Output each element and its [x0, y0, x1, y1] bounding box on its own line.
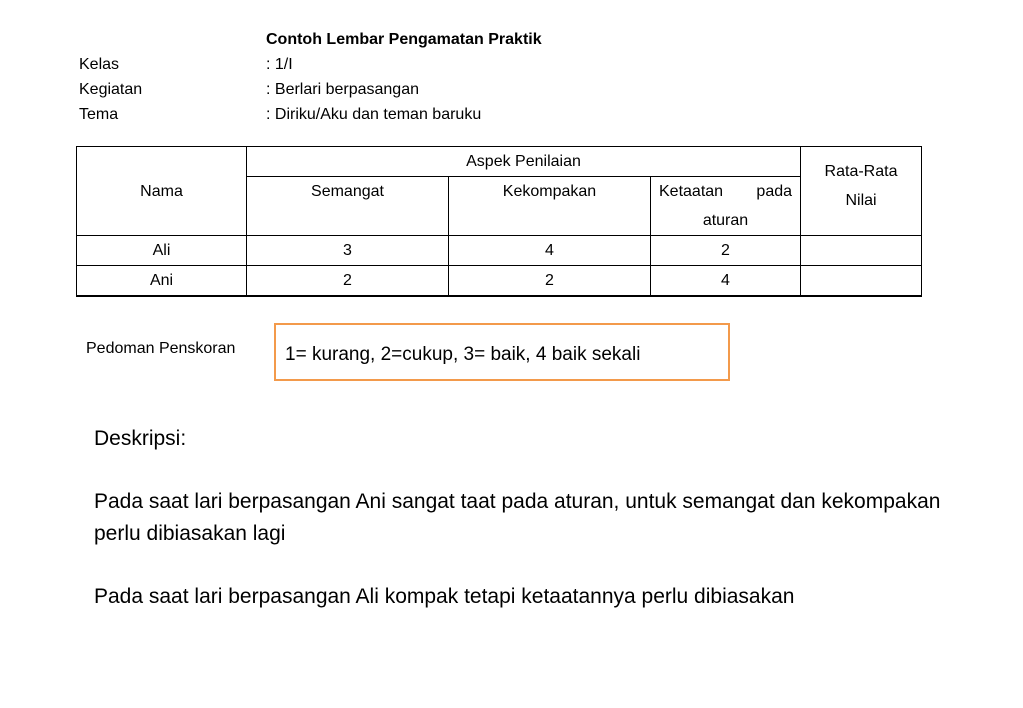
description-paragraph: Pada saat lari berpasangan Ali kompak tetapi ketaatannya perlu dibiasakan	[94, 585, 795, 608]
table-cell-score	[449, 296, 651, 297]
kegiatan-value: : Berlari berpasangan	[266, 81, 419, 98]
observation-table	[76, 146, 922, 297]
kelas-value: : 1/I	[266, 56, 293, 73]
col-header-aspects: Aspek Penilaian	[247, 147, 801, 177]
col-header-ketaatan: Ketaatan pada aturan	[651, 177, 801, 236]
col-header-semangat: Semangat	[247, 177, 449, 236]
table-cell-score: 3	[247, 236, 449, 266]
scoring-guide-box: 1= kurang, 2=cukup, 3= baik, 4 baik sekali	[274, 323, 730, 381]
table-cell-average	[801, 236, 922, 266]
kelas-label: Kelas	[79, 56, 120, 73]
col-header-kekompakan: Kekompakan	[449, 177, 651, 236]
table-cell-score: 4	[651, 266, 801, 296]
col-header-name: Nama	[77, 147, 247, 236]
table-cell-score	[651, 296, 801, 297]
description-heading: Deskripsi:	[94, 427, 187, 450]
table-cell-average	[801, 266, 922, 296]
table-cell-score	[247, 296, 449, 297]
table-cell-score: 4	[449, 236, 651, 266]
table-cell-score: 2	[247, 266, 449, 296]
table-cell-name: Ani	[77, 266, 247, 296]
table-cell-score: 2	[449, 266, 651, 296]
table-cell-score: 2	[651, 236, 801, 266]
description-paragraph: Pada saat lari berpasangan Ani sangat taat pada aturan, untuk semangat dan kekompakan perlu dibiasakan lagi	[94, 490, 941, 545]
tema-value: : Diriku/Aku dan teman baruku	[266, 106, 482, 123]
table-cell-name: Ali	[77, 236, 247, 266]
page-title: Contoh Lembar Pengamatan Praktik	[266, 31, 542, 48]
scoring-guide-label: Pedoman Penskoran	[86, 340, 236, 357]
tema-label: Tema	[79, 106, 119, 123]
col-header-average: Rata-Rata Nilai	[801, 147, 922, 236]
table-cell-average	[801, 296, 922, 297]
kegiatan-label: Kegiatan	[79, 81, 143, 98]
table-cell-name	[77, 296, 247, 297]
